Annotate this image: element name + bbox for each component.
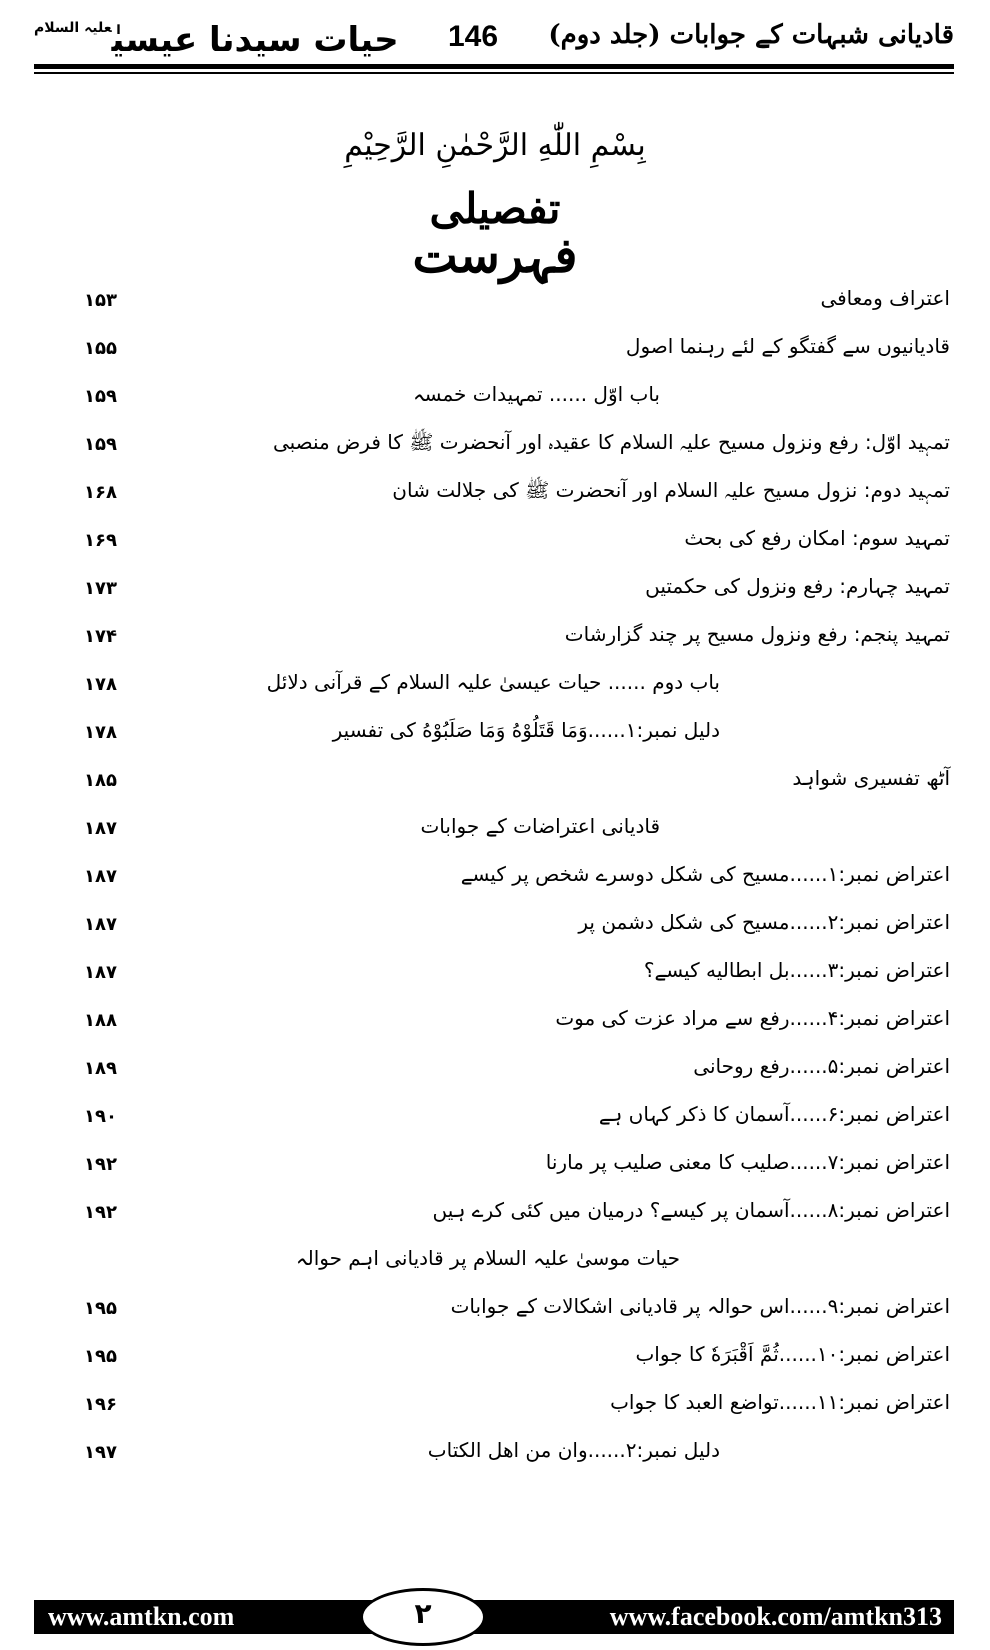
toc-entry-page: ۱۷۴	[84, 626, 117, 647]
toc-entry-page: ۱۵۵	[84, 338, 117, 359]
book-title	[34, 20, 399, 60]
page-title-line1: تفصیلی	[429, 184, 561, 233]
toc-row	[40, 812, 950, 852]
footer-website-link[interactable]: www.amtkn.com	[48, 1602, 235, 1631]
toc-entry-page: ۱۹۲	[84, 1154, 117, 1175]
book-subtitle: قادیانی شبہات کے جوابات (جلد دوم)	[548, 20, 954, 50]
toc-row	[40, 860, 950, 900]
toc-entry-title: اعتراض نمبر:۱......مسیح کی شکل دوسرے شخص پر کیسے	[460, 862, 950, 886]
toc-row	[40, 620, 950, 660]
page-header	[34, 14, 954, 70]
toc-entry-title: اعتراض نمبر:۲......مسیح کی شکل دشمن پر	[578, 910, 950, 934]
toc-row	[40, 332, 950, 372]
toc-row	[40, 908, 950, 948]
toc-entry-title: اعتراض نمبر:۷......صلیب کا معنی صلیب پر مارنا	[545, 1150, 950, 1174]
toc-row	[40, 1100, 950, 1140]
toc-entry-page: ۱۸۹	[84, 1058, 117, 1079]
toc-entry-page: ۱۸۵	[84, 770, 117, 791]
toc-row	[40, 1292, 950, 1332]
toc-entry-title: تمہید سوم: امکان رفع کی بحث	[684, 526, 950, 550]
toc-entry-page: ۱۹۷	[84, 1442, 117, 1463]
toc-entry-page: ۱۷۳	[84, 578, 117, 599]
toc-entry-title: تمہید پنجم: رفع ونزول مسیح پر چند گزارشات	[564, 622, 950, 646]
toc-row	[40, 284, 950, 324]
toc-entry-page: ۱۵۹	[84, 386, 117, 407]
toc-entry-title: اعتراض نمبر:۶......آسمان کا ذکر کہاں ہے	[598, 1102, 950, 1126]
toc-entry-title: آٹھ تفسیری شواہد	[792, 766, 950, 790]
toc-entry-title: اعتراض نمبر:۳......بل ابطالیه کیسے؟	[643, 958, 950, 982]
toc-entry-title: اعتراض نمبر:۴......رفع سے مراد عزت کی موت	[555, 1006, 950, 1030]
toc-entry-title: تمہید اوّل: رفع ونزول مسیح علیہ السلام کا عقیدہ اور آنحضرت ﷺ کا فرض منصبی	[272, 430, 950, 454]
toc-row	[40, 1052, 950, 1092]
header-rule-thin	[34, 72, 954, 74]
toc-row	[40, 572, 950, 612]
toc-row	[40, 716, 950, 756]
toc-entry-page: ۱۵۹	[84, 434, 117, 455]
toc-entry-title: حیات موسیٰ علیہ السلام پر قادیانی اہم حوالہ	[295, 1246, 680, 1270]
toc-row	[40, 476, 950, 516]
toc-row	[40, 1004, 950, 1044]
toc-entry-title: قادیانیوں سے گفتگو کے لئے رہنما اصول	[625, 334, 950, 358]
footer-page-badge	[360, 1588, 486, 1646]
toc-entry-title: تمہید چہارم: رفع ونزول کی حکمتیں	[645, 574, 950, 598]
toc-row	[40, 668, 950, 708]
toc-row	[40, 764, 950, 804]
toc-entry-title: دلیل نمبر:۱......وَمَا قَتَلُوْهُ وَمَا صَلَبُوْهُ کی تفسیر	[332, 718, 720, 742]
toc-entry-title: اعتراض نمبر:۸......آسمان پر کیسے؟ درمیان میں کئی کرے ہیں	[432, 1198, 950, 1222]
toc-row	[40, 524, 950, 564]
toc-entry-page: ۱۸۷	[84, 962, 117, 983]
bismillah: بِسْمِ اللّٰهِ الرَّحْمٰنِ الرَّحِيْمِ	[344, 128, 646, 163]
toc-entry-page: ۱۹۵	[84, 1346, 117, 1367]
toc-entry-page: ۱۹۲	[84, 1202, 117, 1223]
toc-row	[40, 1436, 950, 1476]
toc-row	[40, 1340, 950, 1380]
toc-entry-title: اعتراض نمبر:۵......رفع روحانی	[693, 1054, 950, 1078]
toc-entry-page: ۱۸۷	[84, 866, 117, 887]
page-title-line2: فہرست	[412, 228, 578, 284]
toc-entry-title: اعتراض نمبر:۱۱......تواضع العبد کا جواب	[610, 1390, 950, 1414]
toc-entry-page: ۱۵۳	[84, 290, 117, 311]
toc-row	[40, 956, 950, 996]
toc-entry-page: ۱۶۹	[84, 530, 117, 551]
footer-page-number: ۲	[414, 1597, 432, 1630]
toc-row	[40, 1196, 950, 1236]
book-title-text: حیات سیدنا عیسیٰ	[111, 20, 399, 60]
toc-row	[40, 1244, 950, 1284]
toc-entry-page: ۱۶۸	[84, 482, 117, 503]
toc-entry-page: ۱۸۷	[84, 914, 117, 935]
toc-entry-page: ۱۹۰	[84, 1106, 117, 1127]
header-page-number: 146	[448, 20, 499, 53]
toc-entry-title: باب دوم ...... حیات عیسیٰ علیہ السلام کے قرآنی دلائل	[266, 670, 720, 694]
toc-entry-title: باب اوّل ...... تمہیدات خمسہ	[412, 382, 660, 406]
toc-entry-title: دلیل نمبر:۲......وان من اهل الكتاب	[427, 1438, 720, 1462]
toc-entry-title: اعتراض نمبر:۱۰......ثُمَّ اَقْبَرَهٗ کا جواب	[635, 1342, 950, 1366]
toc-row	[40, 380, 950, 420]
toc-entry-page: ۱۷۸	[84, 674, 117, 695]
toc-entry-page: ۱۸۷	[84, 818, 117, 839]
toc-entry-title: اعتراض نمبر:۹......اس حوالہ پر قادیانی اشکالات کے جوابات	[450, 1294, 950, 1318]
toc-entry-page: ۱۸۸	[84, 1010, 117, 1031]
toc-entry-page: ۱۷۸	[84, 722, 117, 743]
toc-entry-page: ۱۹۶	[84, 1394, 117, 1415]
header-rule-thick	[34, 64, 954, 69]
toc-row	[40, 1388, 950, 1428]
honorific-seal: علیہ السلام	[34, 20, 112, 36]
toc-row	[40, 428, 950, 468]
toc-entry-page: ۱۹۵	[84, 1298, 117, 1319]
toc-entry-title: قادیانی اعتراضات کے جوابات	[420, 814, 660, 838]
toc-entry-title: اعتراف ومعافی	[820, 286, 950, 310]
toc-row	[40, 1148, 950, 1188]
toc-entry-title: تمہید دوم: نزول مسیح علیہ السلام اور آنحضرت ﷺ کی جلالت شان	[392, 478, 950, 502]
footer-facebook-link[interactable]: www.facebook.com/amtkn313	[609, 1602, 942, 1631]
